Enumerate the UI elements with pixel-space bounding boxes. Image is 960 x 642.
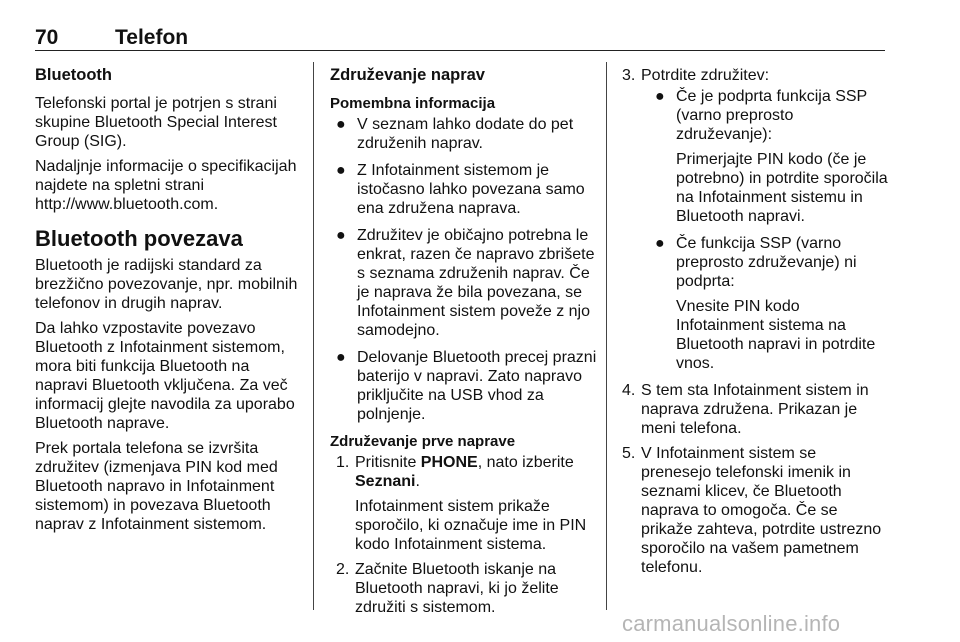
column-middle [330, 66, 598, 623]
phone-key-label: PHONE [420, 454, 478, 471]
bullet-icon: ● [655, 235, 665, 252]
section-heading-pairing: Združevanje naprav [330, 66, 485, 84]
bullet-icon: ● [655, 88, 665, 105]
paragraph: Nadaljnje informacije o specifikacijah najdete na spletni strani http://www.bluetooth.com. [35, 158, 297, 213]
list-item: 5. V Infotainment sistem se prenesejo telefonski imenik in seznami klicev, če Bluetooth naprava to omogoča. Če se prikaže zahteva, potrdite ustrezno sporočilo na vašem pametnem telefonu. [622, 445, 882, 576]
section-heading-bluetooth: Bluetooth [35, 66, 112, 84]
paragraph: Bluetooth je radijski standard za brezžično povezovanje, npr. mobilnih telefonov in drugih naprav. [35, 257, 298, 312]
page-header [35, 26, 885, 51]
page-number: 70 [35, 26, 59, 49]
pairing-steps [330, 453, 598, 617]
paragraph: Telefonski portal je potrjen s strani skupine Bluetooth Special Interest Group (SIG). [35, 95, 277, 150]
list-item: 3. Potrdite združitev: ● Če je podprta funkcija SSP (varno preprosto združevanje): Primerjajte PIN kodo (če je potrebno) in potrdite sporočila na Infotainment sistemu in Bluetooth napravi. ● Če funkcija SSP (varno preprosto združevanje) ni podprta: Vnesite PIN kodo Infotainment sistema na Bluetooth napravi in potrdite vnos. [622, 66, 890, 373]
list-item: ● V seznam lahko dodate do pet združenih naprav. [336, 116, 574, 152]
column-right [622, 66, 890, 583]
bullet-icon: ● [336, 349, 346, 366]
important-info-title: Pomembna informacija [330, 95, 496, 112]
list-item: 4. S tem sta Infotainment sistem in naprava združena. Prikazan je meni telefona. [622, 382, 869, 437]
bullet-icon: ● [336, 162, 346, 179]
list-item: 2. Začnite Bluetooth iskanje na Bluetooth napravi, ki jo želite združiti s sistemom. [336, 561, 559, 616]
list-item: ● Z Infotainment sistemom je istočasno lahko povezana samo ena združena naprava. [336, 162, 585, 217]
first-pairing-title: Združevanje prve naprave [330, 433, 516, 450]
section-heading-bluetooth-connection: Bluetooth povezava [35, 226, 243, 251]
list-item: ● Združitev je običajno potrebna le enkrat, razen če napravo zbrišete s seznama združenih naprav. Če je naprava že bila povezana, se Infotainment sistem poveže z njo samodejno. [336, 227, 595, 339]
paragraph: Prek portala telefona se izvršita združitev (izmenjava PIN kod med Bluetooth napravo in Infotainment sistemom) in povezava Bluetooth naprav z Infotainment sistemom. [35, 440, 278, 533]
pairing-steps-continued [622, 66, 890, 577]
column-divider [313, 62, 314, 610]
pair-option-label: Seznani [355, 473, 416, 490]
list-item: ● Delovanje Bluetooth precej prazni baterijo v napravi. Zato napravo priključite na USB vhod za polnjenje. [336, 349, 597, 423]
list-item: ● Če funkcija SSP (varno preprosto združevanje) ni podprta: Vnesite PIN kodo Infotainment sistema na Bluetooth napravi in potrdite vnos. [655, 235, 876, 372]
bullet-icon: ● [336, 227, 346, 244]
confirm-options-list [641, 87, 890, 373]
bullet-icon: ● [336, 116, 346, 133]
important-info-list [330, 115, 598, 424]
paragraph: Da lahko vzpostavite povezavo Bluetooth z Infotainment sistemom, mora biti funkcija Bluetooth na napravi Bluetooth vključena. Za več informacij glejte navodila za uporabo Bluetooth naprave. [35, 320, 295, 432]
list-item: 1. Pritisnite PHONE, nato izberite Seznani. Infotainment sistem prikaže sporočilo, ki označuje ime in PIN kodo Infotainment sistema. [336, 454, 587, 553]
list-item: ● Če je podprta funkcija SSP (varno preprosto združevanje): Primerjajte PIN kodo (če je potrebno) in potrdite sporočila na Infotainment sistemu in Bluetooth napravi. [655, 88, 888, 225]
column-left [35, 66, 303, 540]
watermark: carmanualsonline.info [622, 611, 841, 636]
chapter-title: Telefon [115, 26, 189, 49]
column-divider [606, 62, 607, 610]
